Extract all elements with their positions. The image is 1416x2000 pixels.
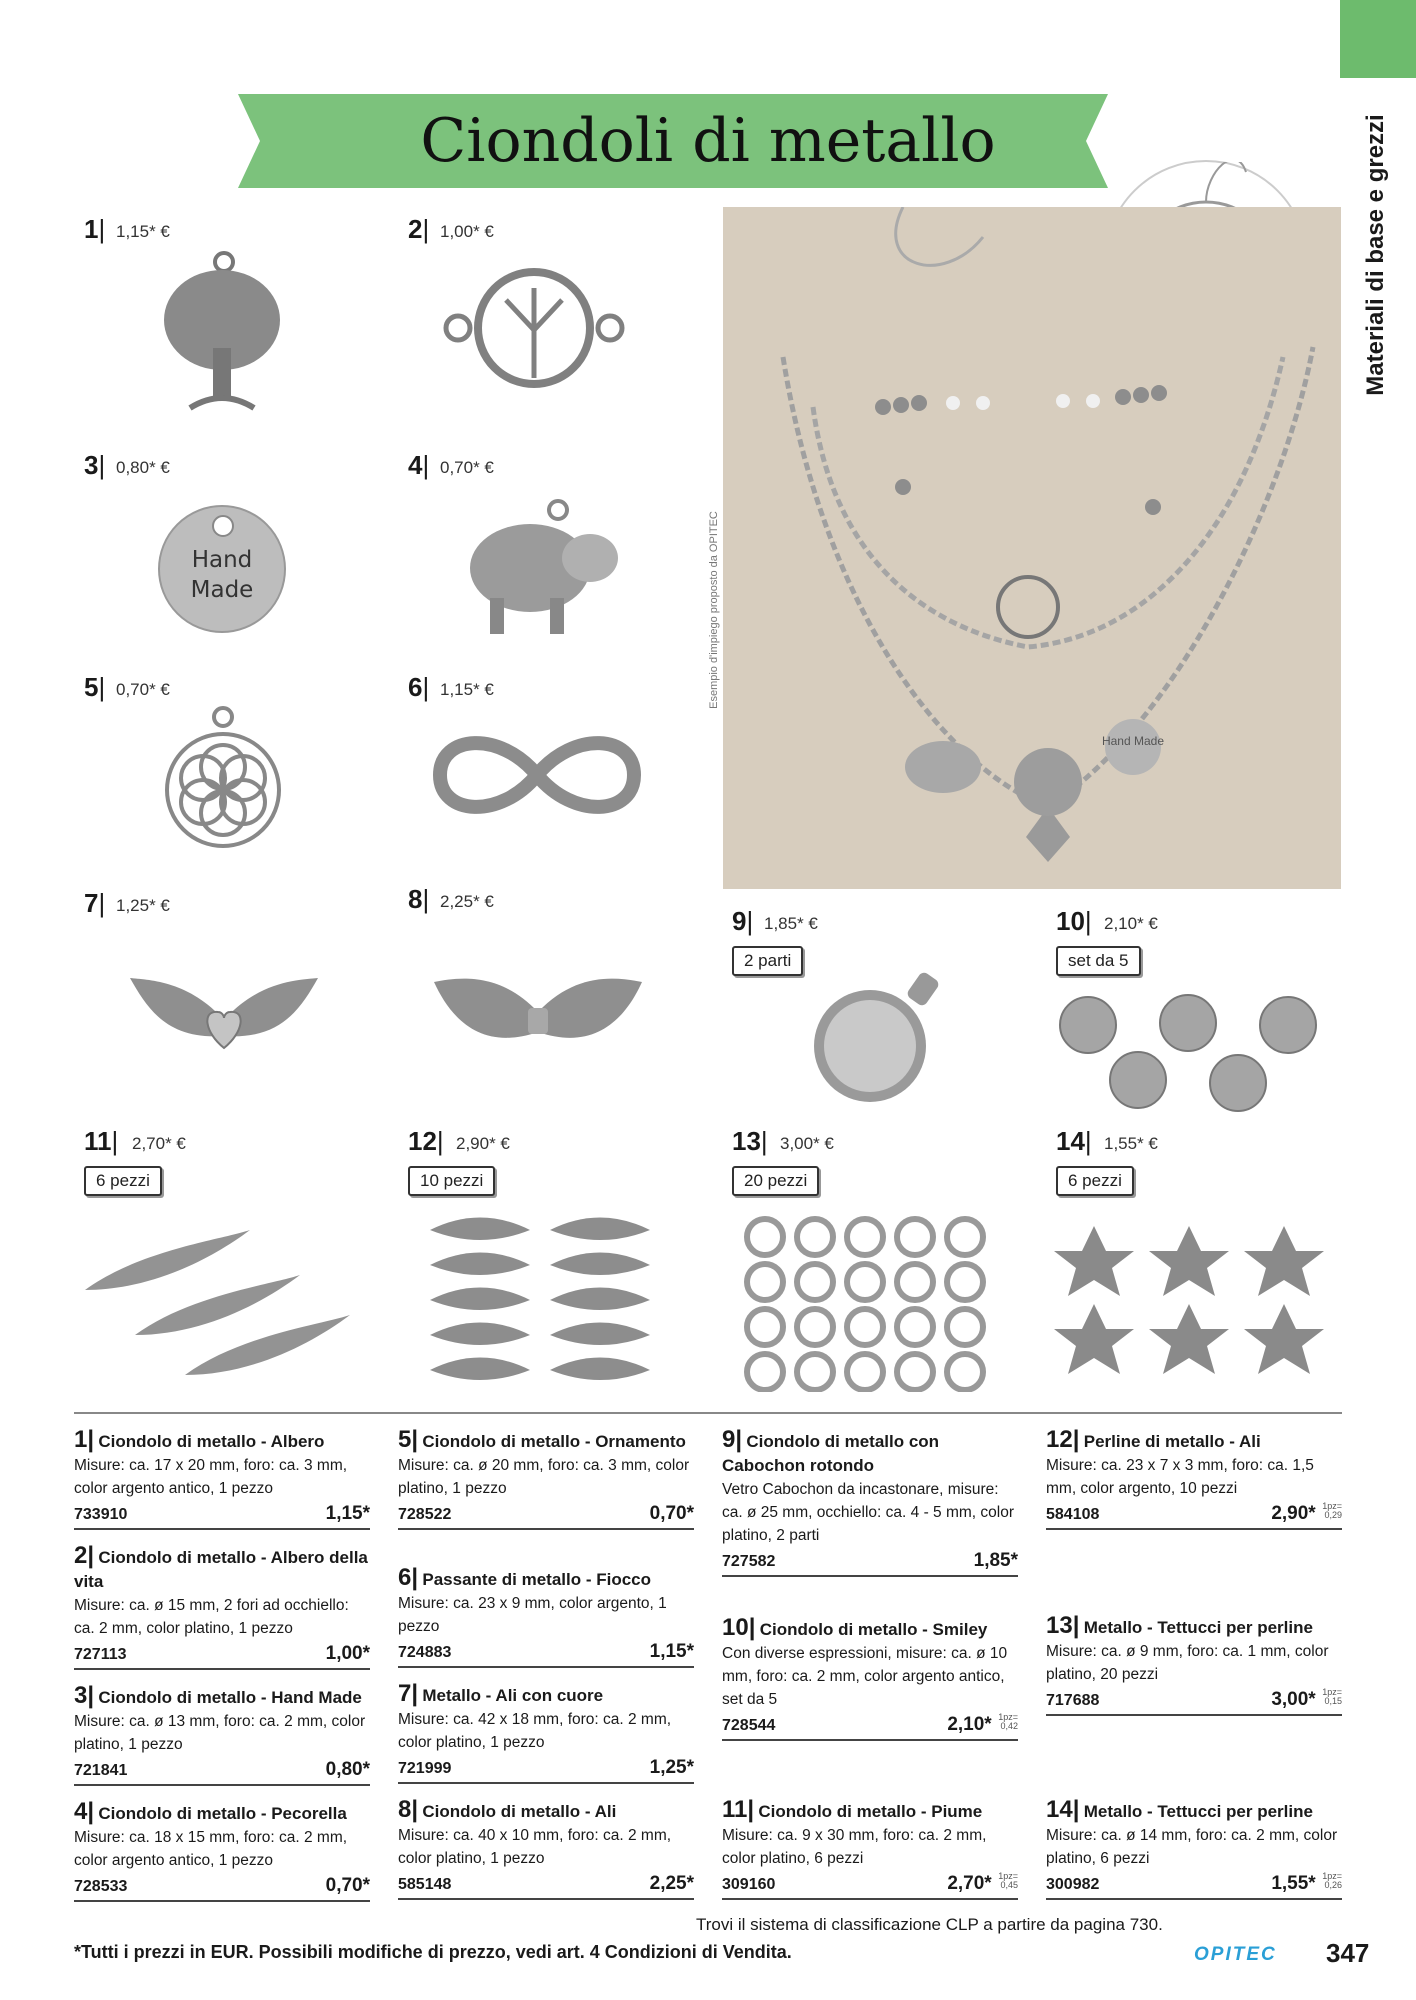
section-side-label: Materiali di base e grezzi: [1362, 114, 1389, 396]
wing-beads-image: [420, 1210, 670, 1395]
item-price: 1,25* €: [116, 896, 170, 915]
item-price: 1,55* €: [1104, 1134, 1158, 1153]
wings-with-heart-image: [128, 970, 320, 1060]
hand-made-text: Hand Made: [190, 547, 254, 603]
tree-of-life-connector-image: [436, 260, 632, 396]
item-number: 4|: [408, 450, 430, 480]
item-price: 1,15* €: [440, 680, 494, 699]
quantity-badge: 20 pezzi: [732, 1166, 819, 1196]
item-number: 11|: [84, 1126, 119, 1156]
product-description-12: 12| Perline di metallo - Ali Misure: ca. 23 x 7 x 3 mm, foro: ca. 1,5 mm, color argento, 10 pezzi 584108 2,90* 1pz= 0,29: [1046, 1428, 1342, 1530]
item-number: 8|: [408, 884, 430, 914]
product-description-2: 2| Ciondolo di metallo - Albero della vita Misure: ca. ø 15 mm, 2 fori ad occhiello: ca. 2 mm, color platino, 1 pezzo 727113 1,00*: [74, 1544, 370, 1670]
product-description-10: 10| Ciondolo di metallo - Smiley Con diverse espressioni, misure: ca. ø 10 mm, foro: ca. 2 mm, color argento antico, set da 5 728544 2,10* 1pz= 0,42: [722, 1616, 1018, 1741]
product-description-5: 5| Ciondolo di metallo - Ornamento Misure: ca. ø 20 mm, foro: ca. 3 mm, color platino, 1 pezzo 728522 0,70*: [398, 1428, 694, 1530]
item-price: 2,10* €: [1104, 914, 1158, 933]
bead-caps-6-image: [1054, 1226, 1324, 1376]
section-divider: [74, 1412, 1342, 1414]
wings-bead-image: [430, 972, 646, 1058]
section-tab: [1340, 0, 1416, 78]
item-number: 10|: [1056, 906, 1092, 936]
item-number: 14|: [1056, 1126, 1092, 1156]
product-description-6: 6| Passante di metallo - Fiocco Misure: ca. 23 x 9 mm, color argento, 1 pezzo 724883 1,15*: [398, 1566, 694, 1668]
product-description-4: 4| Ciondolo di metallo - Pecorella Misure: ca. 18 x 15 mm, foro: ca. 2 mm, color argento antico, 1 pezzo 728533 0,70*: [74, 1800, 370, 1902]
item-price: 1,00* €: [440, 222, 494, 241]
item-price: 0,70* €: [116, 680, 170, 699]
photo-charm-text: Hand Made: [1101, 734, 1165, 748]
item-number: 6|: [408, 672, 430, 702]
smiley-charms-image: [1058, 985, 1322, 1115]
quantity-badge: 10 pezzi: [408, 1166, 495, 1196]
item-price: 0,80* €: [116, 458, 170, 477]
brand-logo: OPITEC: [1194, 1944, 1277, 1965]
product-description-1: 1| Ciondolo di metallo - Albero Misure: ca. 17 x 20 mm, foro: ca. 3 mm, color argento antico, 1 pezzo 733910 1,15*: [74, 1428, 370, 1530]
feather-charms-image: [80, 1220, 360, 1380]
quantity-badge: 6 pezzi: [1056, 1166, 1134, 1196]
product-description-3: 3| Ciondolo di metallo - Hand Made Misure: ca. ø 13 mm, foro: ca. 2 mm, color platino, 1 pezzo 721841 0,80*: [74, 1684, 370, 1786]
sheep-charm-image: [460, 498, 620, 648]
item-number: 3|: [84, 450, 106, 480]
quantity-badge: 6 pezzi: [84, 1166, 162, 1196]
item-price: 2,25* €: [440, 892, 494, 911]
product-description-11: 11| Ciondolo di metallo - Piume Misure: ca. 9 x 30 mm, foro: ca. 2 mm, color platino, 6 pezzi 309160 2,70* 1pz= 0,45: [722, 1798, 1018, 1900]
hand-made-charm-image: [158, 505, 286, 633]
item-number: 1|: [84, 214, 106, 244]
item-price: 3,00* €: [780, 1134, 834, 1153]
product-description-14: 14| Metallo - Tettucci per perline Misure: ca. ø 14 mm, foro: ca. 2 mm, color platino, 6 pezzi 300982 1,55* 1pz= 0,26: [1046, 1798, 1342, 1900]
page-number: 347: [1326, 1938, 1370, 1968]
photo-caption: Esempio d'impiego proposto da OPITEC: [708, 511, 720, 709]
item-price: 0,70* €: [440, 458, 494, 477]
item-number: 2|: [408, 214, 430, 244]
tree-charm-image: [150, 248, 290, 418]
quantity-badge: 2 parti: [732, 946, 803, 976]
flower-of-life-charm-image: [160, 705, 286, 855]
product-description-9: 9| Ciondolo di metallo con Cabochon rotondo Vetro Cabochon da incastonare, misure: ca. ø 25 mm, occhiello: ca. 4 - 5 mm, color platino, 2 parti 727582 1,85*: [722, 1428, 1018, 1577]
bead-caps-20-image: [740, 1212, 990, 1392]
price-note: *Tutti i prezzi in EUR. Possibili modifiche di prezzo, vedi art. 4 Condizioni di Vendita.: [74, 1942, 792, 1962]
infinity-connector-image: [430, 730, 644, 820]
example-photo: [723, 207, 1341, 889]
clp-note: Trovi il sistema di classificazione CLP a partire da pagina 730.: [696, 1915, 1163, 1934]
item-number: 9|: [732, 906, 754, 936]
item-number: 7|: [84, 888, 106, 918]
product-description-8: 8| Ciondolo di metallo - Ali Misure: ca. 40 x 10 mm, foro: ca. 2 mm, color platino, 1 pezzo 585148 2,25*: [398, 1798, 694, 1900]
cabochon-pendant-image: [808, 968, 948, 1108]
item-number: 5|: [84, 672, 106, 702]
product-description-13: 13| Metallo - Tettucci per perline Misure: ca. ø 9 mm, foro: ca. 1 mm, color platino, 20 pezzi 717688 3,00* 1pz= 0,15: [1046, 1614, 1342, 1716]
item-price: 2,70* €: [132, 1134, 186, 1153]
item-price: 1,15* €: [116, 222, 170, 241]
item-number: 12|: [408, 1126, 444, 1156]
item-number: 13|: [732, 1126, 768, 1156]
item-price: 1,85* €: [764, 914, 818, 933]
page-title: Ciondoli di metallo: [420, 106, 996, 176]
quantity-badge: set da 5: [1056, 946, 1141, 976]
item-price: 2,90* €: [456, 1134, 510, 1153]
product-description-7: 7| Metallo - Ali con cuore Misure: ca. 42 x 18 mm, foro: ca. 2 mm, color platino, 1 pezzo 721999 1,25*: [398, 1682, 694, 1784]
